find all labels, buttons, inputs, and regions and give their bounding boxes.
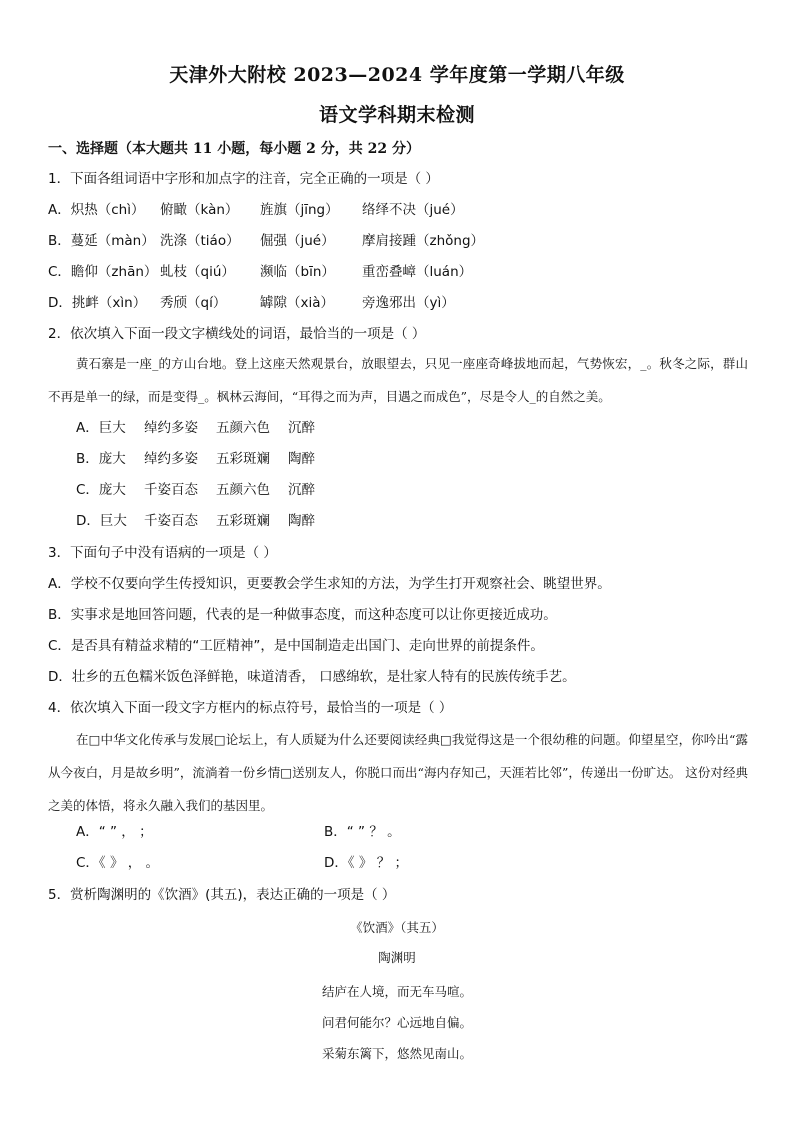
q3-option-d: D．壮乡的五色糯米饭色泽鲜艳，味道清香， 口感绵软，是壮家人特有的民族传统手艺。 [48,669,576,685]
q1-a-3: 旌旗（jīng） [260,202,339,218]
q2-b-1: B．庞大 [76,451,126,467]
q2-a-4: 沉醉 [288,420,315,436]
poem-line: 问君何能尔？心远地自偏。 [321,1015,472,1030]
q1-a-4: 络绎不决（jué） [362,202,464,218]
q4-option-a: A．“ ” ， ； [76,824,153,840]
q2-c-4: 沉醉 [288,482,315,498]
q1-option-c [48,263,472,281]
q3-stem: 3．下面句子中没有语病的一项是（ ） [48,545,277,561]
q5-stem: 5．赏析陶渊明的《饮酒》(其五)，表达正确的一项是（ ） [48,887,396,903]
exam-title: 天津外大附校 2023—2024 学年度第一学期八年级 [169,64,625,86]
section-heading: 一、选择题（本大题共 11 小题，每小题 2 分，共 22 分） [48,141,420,157]
q1-d-2: 秀颀（qí） [160,295,227,311]
poem-author: 陶渊明 [378,950,416,965]
q1-a-1: A．炽热（chì） [48,202,145,218]
q2-a-2: 绰约多姿 [144,420,198,436]
q2-b-4: 陶醉 [288,451,315,467]
poem-line: 结庐在人境，而无车马喧。 [321,984,472,999]
q4-option-c: C．《 》 ， 。 [76,855,160,871]
q1-d-3: 罅隙（xià） [260,295,335,311]
q1-b-2: 洗涤（tiáo） [160,233,240,249]
q2-c-3: 五颜六色 [216,482,270,498]
q1-a-2: 俯瞰（kàn） [160,202,239,218]
q4-option-b: B．“ ” ？ 。 [324,824,401,840]
q4-stem: 4．依次填入下面一段文字方框内的标点符号，最恰当的一项是（ ） [48,700,453,716]
q2-d-1: D．巨大 [76,513,127,529]
q1-option-a [48,201,464,219]
q2-a-3: 五颜六色 [216,420,270,436]
q3-option-c: C．是否具有精益求精的“工匠精神”，是中国制造走出国门、走向世界的前提条件。 [48,638,544,654]
q1-stem: 1．下面各组词语中字形和加点字的注音，完全正确的一项是（ ） [48,171,439,187]
q2-option-d [76,512,315,530]
q4-passage: 在□中华文化传承与发展□论坛上，有人质疑为什么还要阅读经典□我觉得这是一个很幼稚的问题。仰望星空，你吟出“露从今夜白，月是故乡明”，流淌着一份乡情□送别友人，你脱口而出“海内存知己，天涯若比邻”，传递出一份旷达。 这份对经典之美的体悟，将永久融入我们的基因里。 [48,732,748,813]
q1-b-3: 倔强（jué） [260,233,335,249]
q1-c-1: C．瞻仰（zhān） [48,264,158,280]
q2-a-1: A．巨大 [76,420,126,436]
poem-title: 《饮酒》（其五） [350,920,444,935]
q2-c-2: 千姿百态 [144,482,198,498]
q1-d-1: D．挑衅（xìn） [48,295,147,311]
q4-option-d: D．《 》 ？ ； [324,855,409,871]
q1-b-1: B．蔓延（màn） [48,233,155,249]
q1-c-4: 重峦叠嶂（luán） [362,264,473,280]
q3-option-a: A．学校不仅要向学生传授知识，更要教会学生求知的方法，为学生打开观察社会、眺望世界。 [48,576,611,592]
q1-option-b [48,232,484,250]
q2-stem: 2．依次填入下面一段文字横线处的词语，最恰当的一项是（ ） [48,326,426,342]
q2-option-a [76,419,315,437]
q1-c-3: 濒临（bīn） [260,264,335,280]
q2-d-2: 千姿百态 [144,513,198,529]
q2-b-3: 五彩斑斓 [216,451,270,467]
q2-d-4: 陶醉 [288,513,315,529]
q1-b-4: 摩肩接踵（zhǒng） [362,233,485,249]
exam-subtitle: 语文学科期末检测 [318,104,475,126]
q2-option-b [76,450,315,468]
q2-passage: 黄石寨是一座_的方山台地。登上这座天然观景台，放眼望去，只见一座座奇峰拔地而起，气势恢宏，_。秋冬之际，群山不再是单一的绿，而是变得_。枫林云海间，“耳得之而为声，目遇之而成色”，尽是令人_的自然之美。 [48,356,748,404]
q2-d-3: 五彩斑斓 [216,513,270,529]
q2-b-2: 绰约多姿 [144,451,198,467]
q3-option-b: B．实事求是地回答问题，代表的是一种做事态度，而这种态度可以让你更接近成功。 [48,607,557,623]
q1-d-4: 旁逸邪出（yì） [362,295,455,311]
poem-line: 采菊东篱下，悠然见南山。 [321,1046,472,1061]
q2-c-1: C．庞大 [76,482,126,498]
q2-option-c [76,481,315,499]
q1-option-d [48,294,455,312]
q1-c-2: 虬枝（qiú） [160,264,235,280]
